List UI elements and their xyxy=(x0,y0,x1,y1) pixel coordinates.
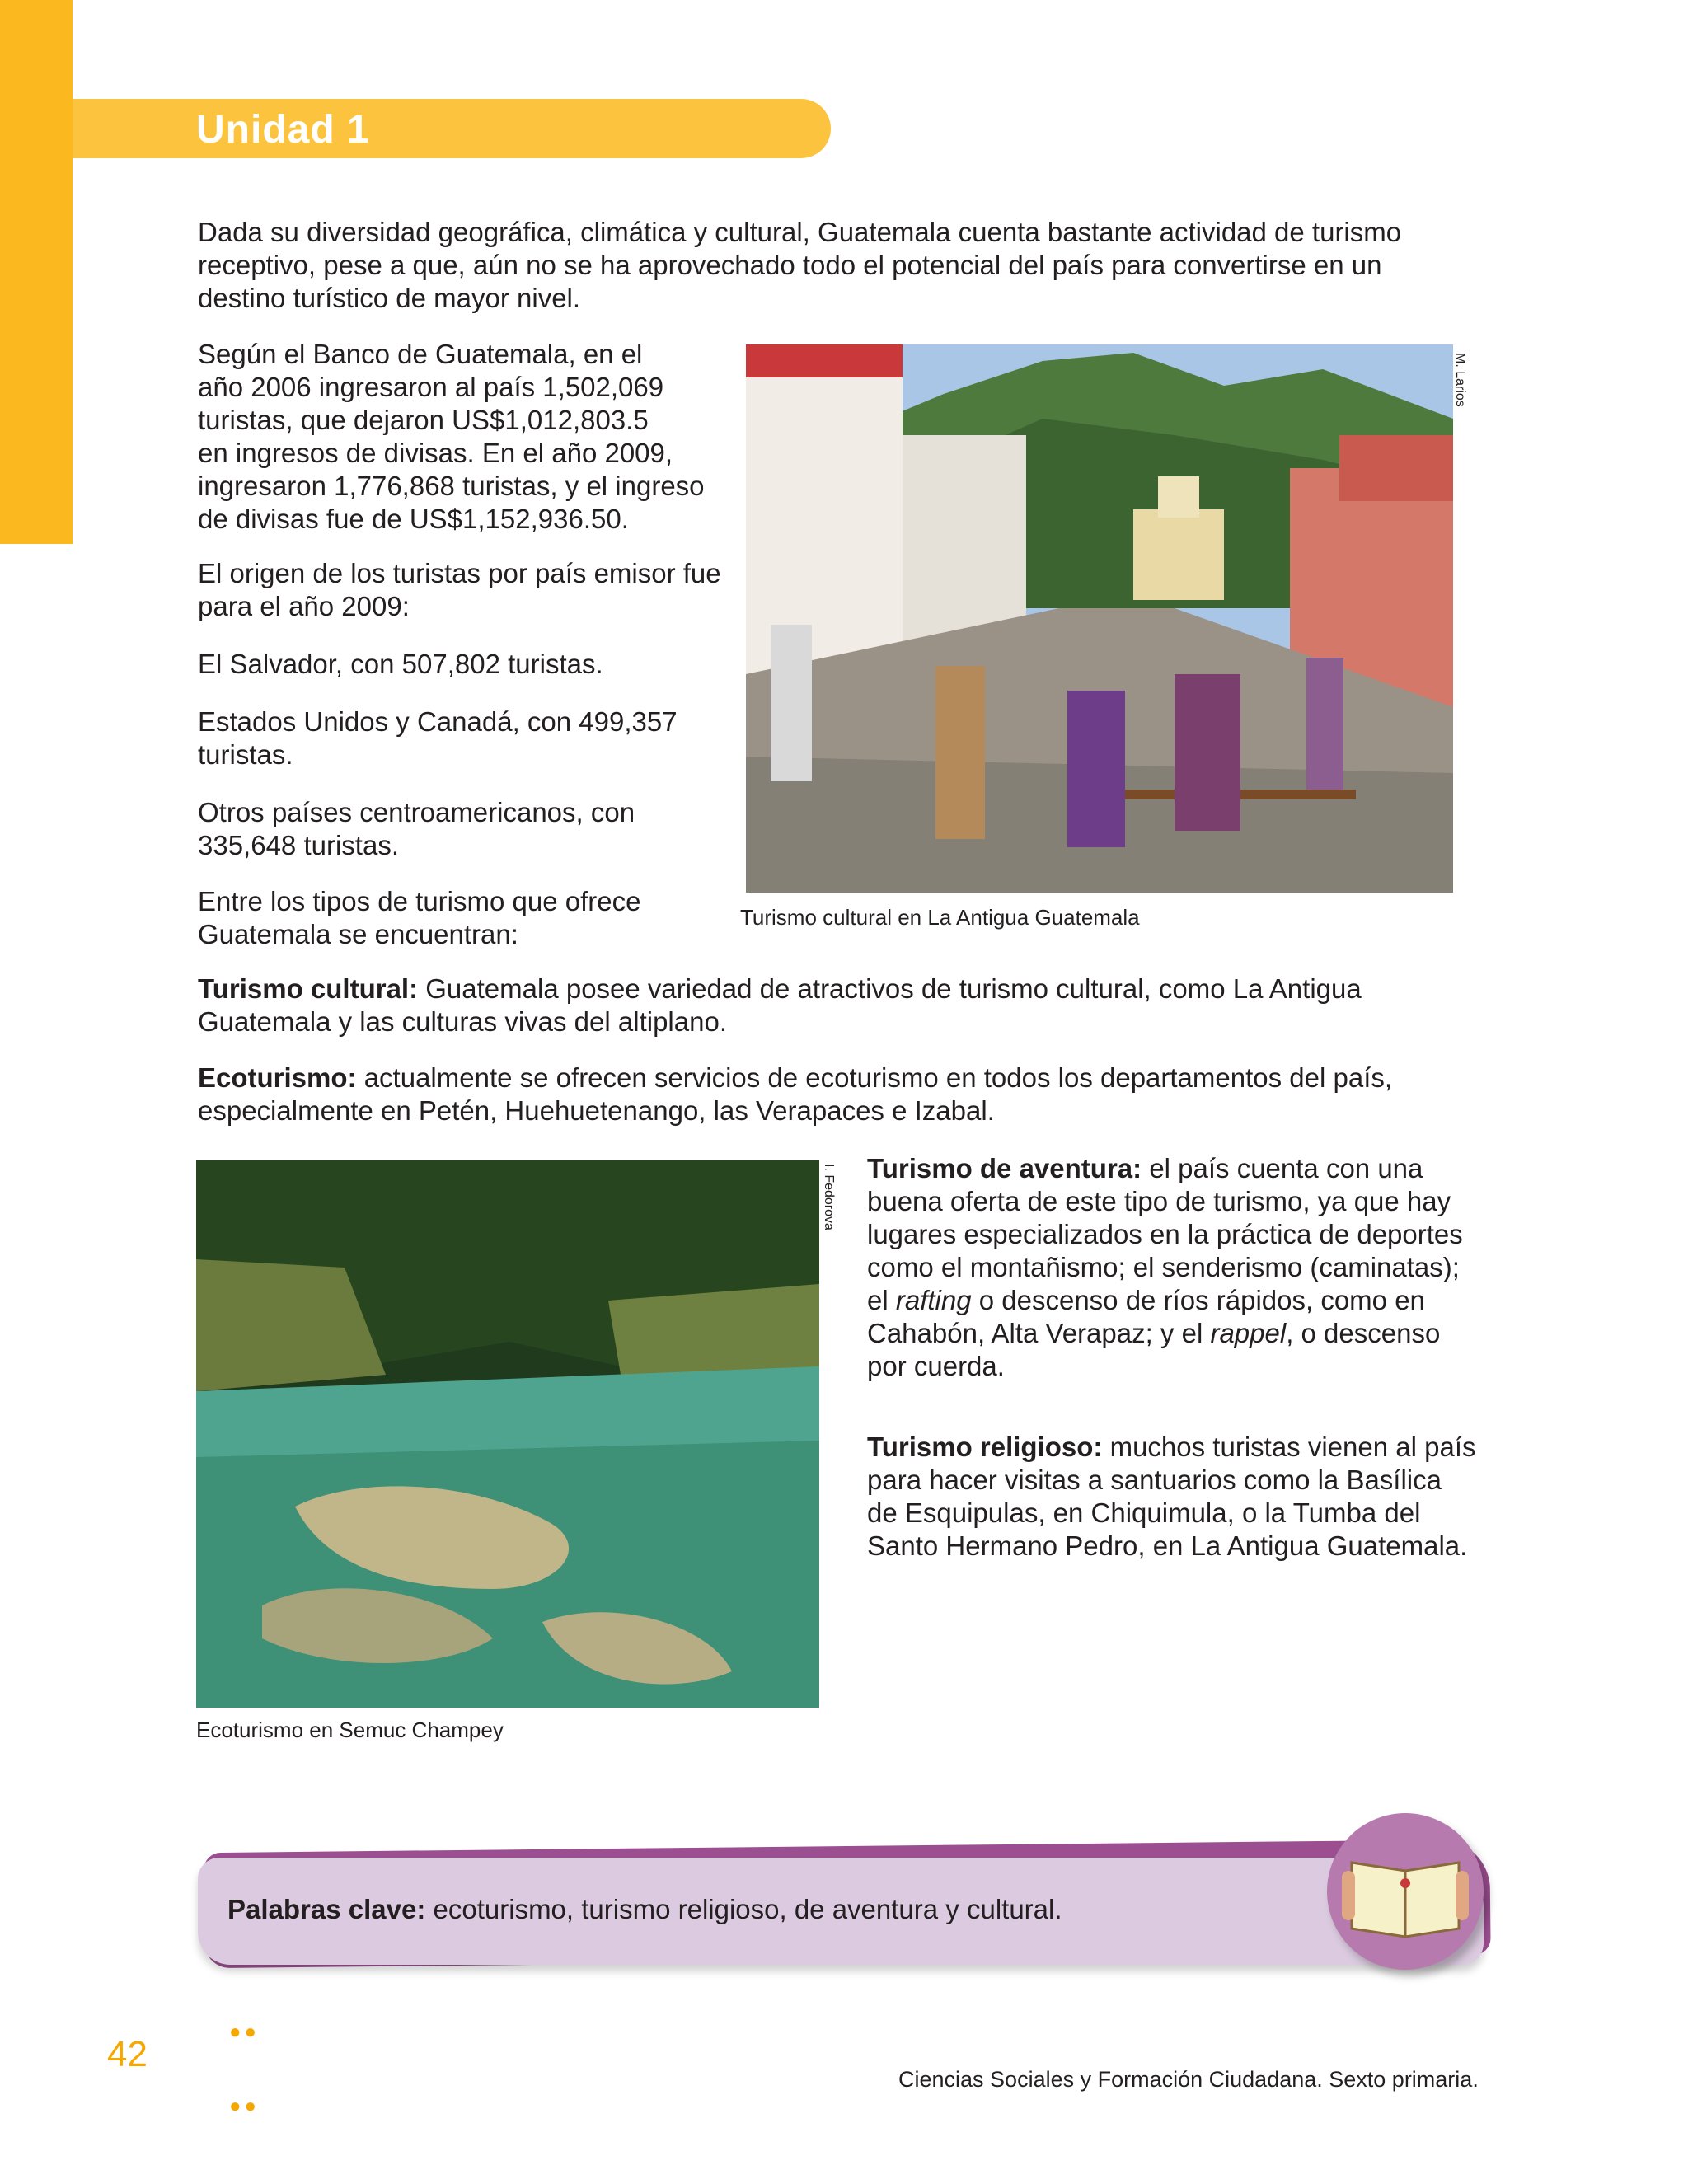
stats-line: año 2006 ingresaron al país 1,502,069 xyxy=(198,372,664,402)
open-book-icon xyxy=(1327,1813,1484,1970)
caption-antigua: Turismo cultural en La Antigua Guatemala xyxy=(740,905,1140,930)
religious-text: muchos turistas vienen al país para hacer visitas a santuarios como la Basílica de Esquipulas, en Chiquimula, o la Tumba del Santo Hermano Pedro, en La Antigua Guatemala. xyxy=(867,1432,1476,1561)
origin-usa-line: Estados Unidos y Canadá, con 499,357 xyxy=(198,706,678,737)
adventure-text: o descenso de ríos rápidos, como en Cahabón, Alta Verapaz; y el xyxy=(867,1285,1425,1348)
stats-line: ingresaron 1,776,868 turistas, y el ingreso xyxy=(198,471,705,501)
book-title: Ciencias Sociales y Formación Ciudadana. Sexto primaria. xyxy=(898,2067,1479,2092)
stats-line: turistas, que dejaron US$1,012,803.5 xyxy=(198,405,649,435)
unit-title: Unidad 1 xyxy=(196,108,370,152)
cultural-text: Guatemala posee variedad de atractivos de turismo cultural, como La Antigua Guatemala y las culturas vivas del altiplano. xyxy=(198,973,1362,1037)
ecotourism-paragraph xyxy=(198,1062,1467,1127)
semuc-champey-photo xyxy=(196,1160,819,1708)
intro-paragraph: Dada su diversidad geográfica, climática y cultural, Guatemala cuenta bastante actividad de turismo receptivo, pese a que, aún no se ha aprovechado todo el potencial del país para convertirse en un destino turístico de mayor nivel. xyxy=(198,217,1402,313)
religious-tourism-paragraph xyxy=(867,1431,1477,1563)
open-book-graphic xyxy=(1327,1813,1484,1970)
caption-semuc: Ecoturismo en Semuc Champey xyxy=(196,1718,504,1742)
antigua-street-illustration xyxy=(746,344,1453,893)
eco-label: Ecoturismo: xyxy=(198,1062,357,1093)
stats-line: Según el Banco de Guatemala, en el xyxy=(198,339,643,369)
adventure-label: Turismo de aventura: xyxy=(867,1153,1142,1183)
page-number: 42 xyxy=(107,2034,148,2074)
decorative-dots-icon: ●● xyxy=(229,2095,260,2117)
decorative-dots-icon: ●● xyxy=(229,2021,260,2043)
origin-el-salvador: El Salvador, con 507,802 turistas. xyxy=(198,649,603,679)
cultural-label: Turismo cultural: xyxy=(198,973,419,1004)
keywords-line xyxy=(227,1894,1062,1925)
rappel-term: rappel xyxy=(1210,1318,1287,1348)
origin-usa-line: turistas. xyxy=(198,739,293,770)
stats-line: en ingresos de divisas. En el año 2009, xyxy=(198,438,673,468)
origin-intro-line: El origen de los turistas por país emisor fue xyxy=(198,558,721,588)
keywords-label: Palabras clave: xyxy=(227,1894,426,1924)
adventure-tourism-paragraph xyxy=(867,1152,1477,1383)
rafting-term: rafting xyxy=(895,1285,972,1315)
semuc-champey-illustration xyxy=(196,1160,819,1708)
photo-credit-larios: M. Larios xyxy=(1453,353,1467,407)
photo-credit-fedorova: I. Fedorova xyxy=(822,1164,836,1230)
stats-line: de divisas fue de US$1,152,936.50. xyxy=(198,504,629,534)
eco-text: actualmente se ofrecen servicios de ecoturismo en todos los departamentos del país, especialmente en Petén, Huehuetenango, las Verapaces e Izabal. xyxy=(198,1062,1393,1126)
origin-intro-line: para el año 2009: xyxy=(198,591,410,621)
adventure-text: , o descenso por cuerda. xyxy=(867,1318,1441,1381)
keywords-box xyxy=(198,1858,1484,1965)
cultural-tourism-paragraph xyxy=(198,972,1467,1038)
side-accent-bar xyxy=(0,0,73,544)
types-intro-line: Guatemala se encuentran: xyxy=(198,919,518,949)
types-intro-line: Entre los tipos de turismo que ofrece xyxy=(198,886,641,916)
antigua-street-photo xyxy=(746,344,1453,893)
unit-header-bar xyxy=(73,99,831,158)
keywords-text: ecoturismo, turismo religioso, de aventura y cultural. xyxy=(433,1894,1062,1924)
adventure-text: el país cuenta con una buena oferta de este tipo de turismo, ya que hay lugares especializados en la práctica de deportes como el montañismo; el senderismo (caminatas); el xyxy=(867,1153,1463,1315)
origin-others-line: Otros países centroamericanos, con xyxy=(198,797,635,827)
origin-others-line: 335,648 turistas. xyxy=(198,830,399,860)
religious-label: Turismo religioso: xyxy=(867,1432,1103,1462)
